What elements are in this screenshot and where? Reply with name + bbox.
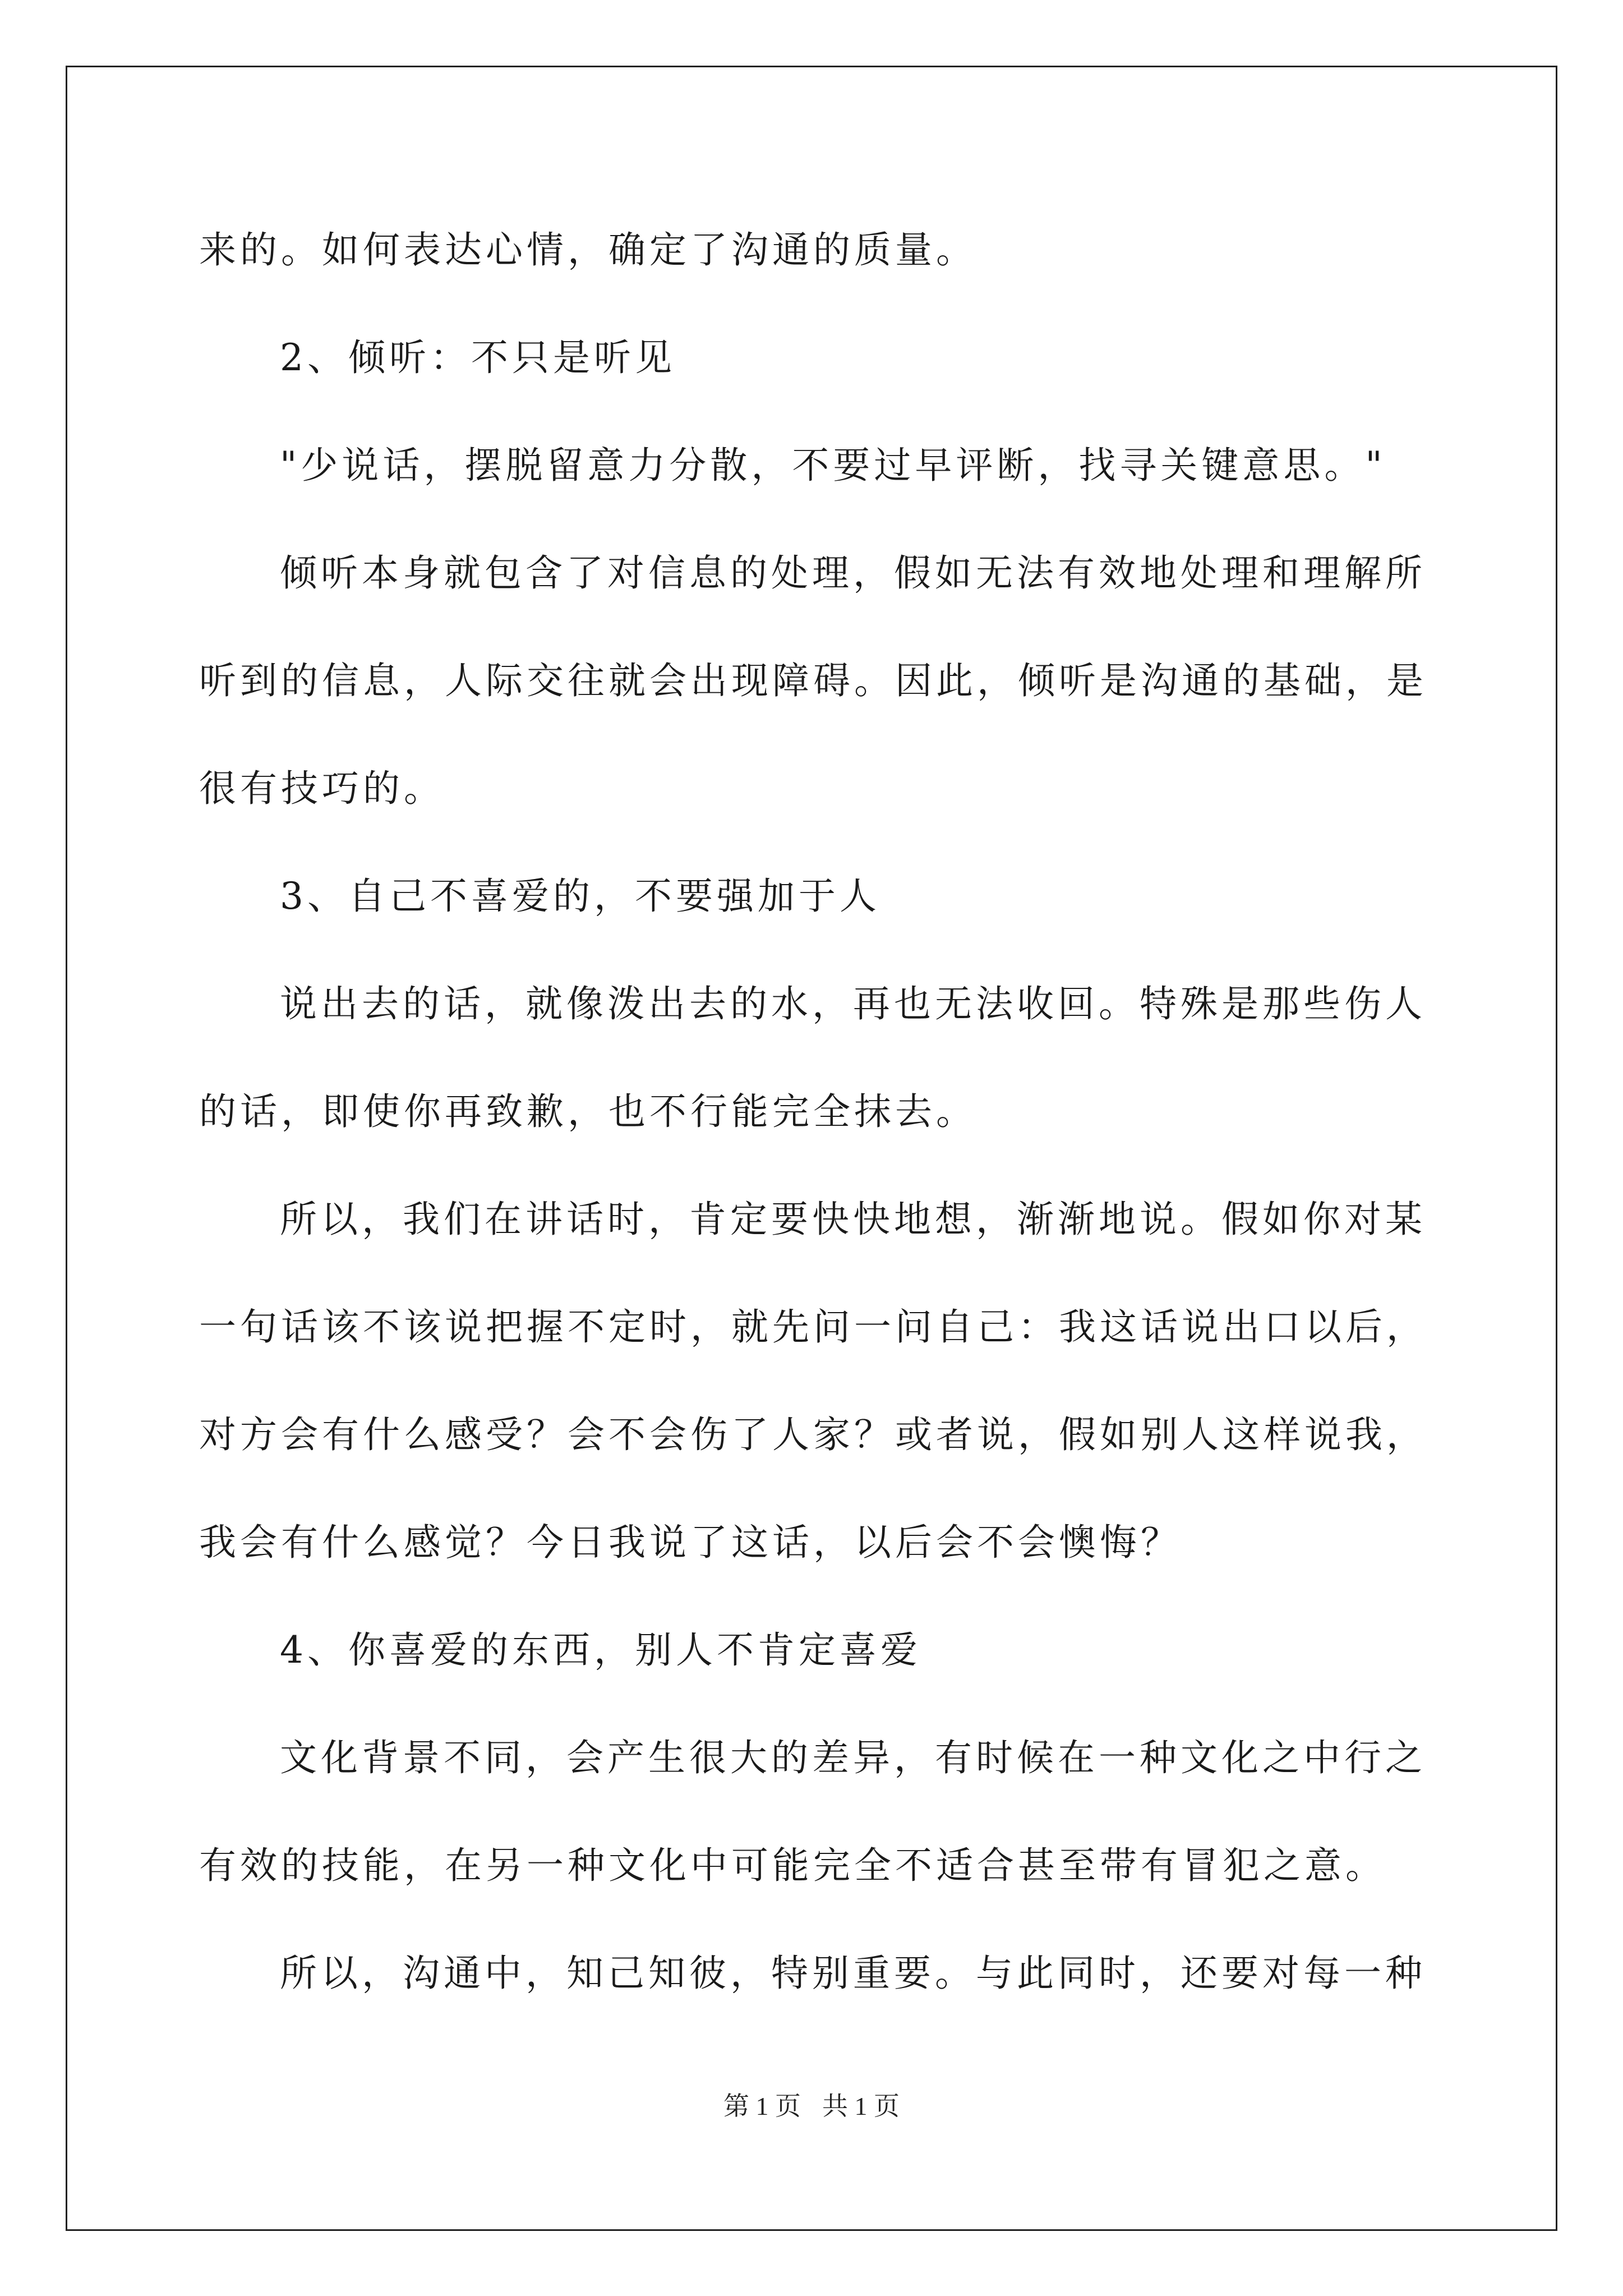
text-line: 文化背景不同，会产生很大的差异，有时候在一种文化之中行之 bbox=[280, 1736, 1426, 1779]
section-heading: 3、自己不喜爱的，不要强加于人 bbox=[280, 875, 880, 918]
text-line: 所以，沟通中，知己知彼，特别重要。与此同时，还要对每一种 bbox=[280, 1952, 1426, 1995]
text-line: 说出去的话，就像泼出去的水，再也无法收回。特殊是那些伤人 bbox=[280, 982, 1426, 1025]
page-footer bbox=[0, 2086, 1623, 2123]
text-line: 来的。如何表达心情，确定了沟通的质量。 bbox=[199, 228, 977, 272]
page-number: 第 1 页 bbox=[723, 2092, 801, 2120]
text-line: 听到的信息，人际交往就会出现障碍。因此，倾听是沟通的基础，是 bbox=[199, 659, 1427, 702]
text-line: 我会有什么感觉？今日我说了这话，以后会不会懊悔？ bbox=[199, 1521, 1182, 1564]
text-line: 一句话该不该说把握不定时，就先问一问自己：我这话说出口以后， bbox=[199, 1305, 1427, 1349]
section-heading: 4、你喜爱的东西，别人不肯定喜爱 bbox=[280, 1628, 921, 1672]
page-total: 共 1 页 bbox=[822, 2092, 900, 2120]
text-line: 有效的技能，在另一种文化中可能完全不适合甚至带有冒犯之意。 bbox=[199, 1844, 1386, 1887]
document-body bbox=[199, 196, 1427, 2027]
text-line: 对方会有什么感受？会不会伤了人家？或者说，假如别人这样说我， bbox=[199, 1413, 1427, 1456]
text-line: 倾听本身就包含了对信息的处理，假如无法有效地处理和理解所 bbox=[280, 551, 1426, 595]
text-line: 很有技巧的。 bbox=[199, 767, 445, 810]
text-line: 的话，即使你再致歉，也不行能完全抹去。 bbox=[199, 1090, 977, 1133]
section-heading: 2、倾听：不只是听见 bbox=[280, 336, 676, 379]
text-line: "少说话，摆脱留意力分散，不要过早评断，找寻关键意思。" bbox=[280, 444, 1386, 487]
text-line: 所以，我们在讲话时，肯定要快快地想，渐渐地说。假如你对某 bbox=[280, 1198, 1426, 1241]
